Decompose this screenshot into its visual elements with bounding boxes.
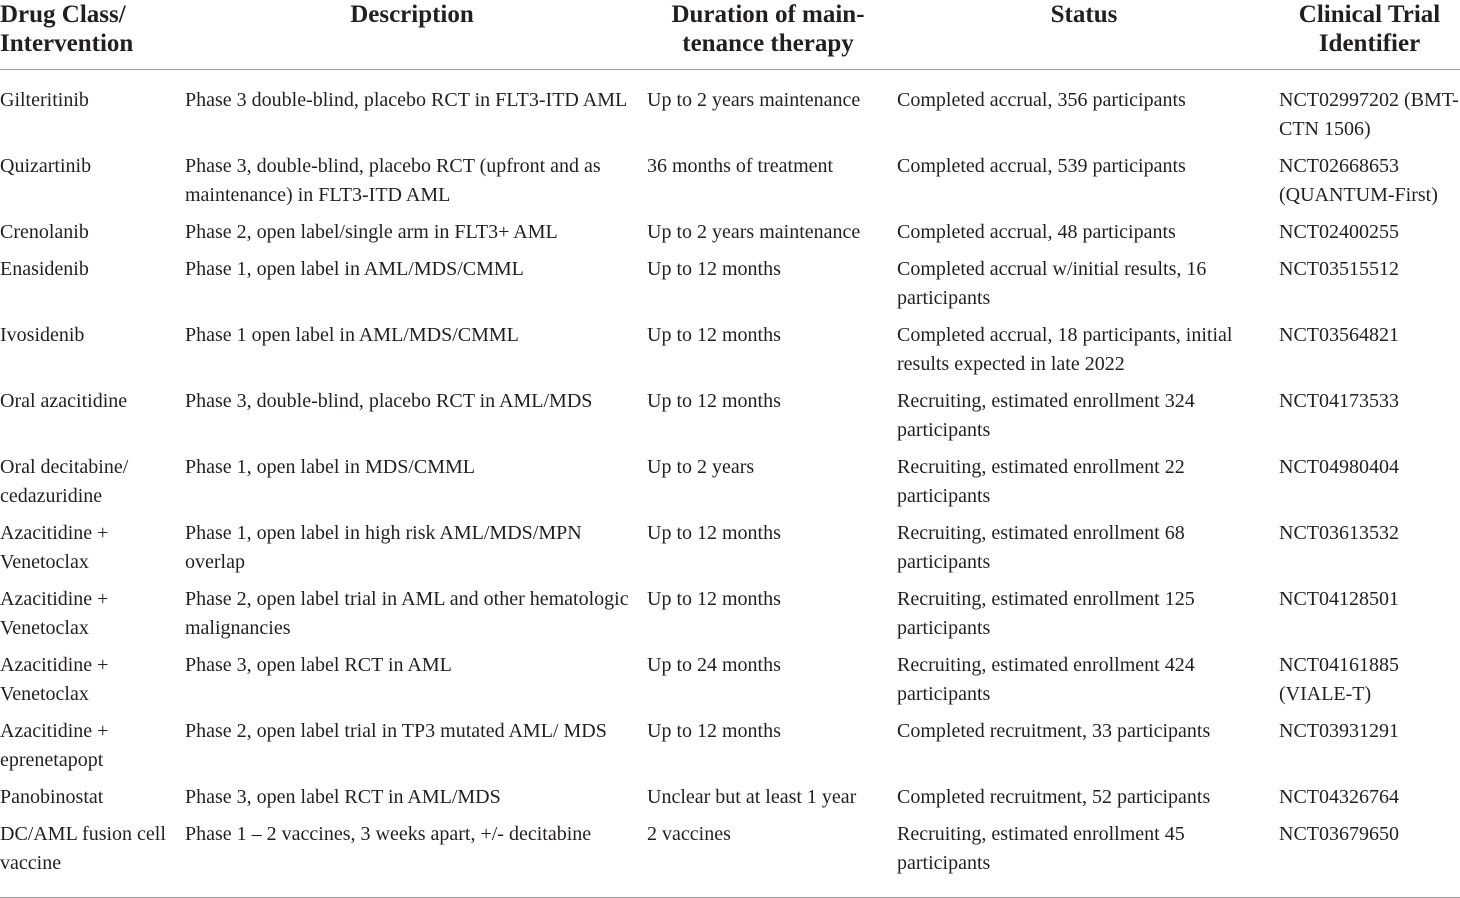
drug-class-cell: Gilteritinib (0, 89, 89, 111)
description-cell: Phase 2, open label trial in TP3 mutated AML/ MDS (185, 720, 607, 742)
description-cell: Phase 3 double-blind, placebo RCT in FLT3-ITD AML (185, 89, 628, 111)
drug-class-cell: Quizartinib (0, 155, 92, 177)
status-cell: Completed accrual, 539 participants (897, 155, 1186, 177)
table-row (0, 519, 1460, 585)
trial-id-cell: NCT04326764 (1279, 786, 1399, 808)
drug-class-cell: Crenolanib (0, 221, 89, 243)
table-row (0, 585, 1460, 651)
table-row (0, 321, 1460, 387)
trial-id-cell: NCT03679650 (1271, 820, 1460, 898)
description-cell: Phase 3, open label RCT in AML/MDS (185, 786, 501, 808)
duration-cell: Up to 12 months (647, 720, 781, 742)
status-cell: Recruiting, estimated enrollment 45 participants (889, 820, 1271, 898)
trial-id-cell: NCT02997202 (BMT-CTN 1506) (1279, 89, 1459, 140)
drug-class-cell: Azacitidine + Venetoclax (0, 588, 109, 639)
trial-id-cell: NCT03564821 (1279, 324, 1399, 346)
status-cell: Completed accrual, 356 participants (897, 89, 1186, 111)
table-row (0, 820, 1460, 898)
duration-cell: Up to 24 months (647, 654, 781, 676)
header-status: Status (889, 0, 1271, 70)
drug-class-cell: Azacitidine + Venetoclax (0, 654, 109, 705)
description-cell: Phase 2, open label/single arm in FLT3+ AML (185, 221, 558, 243)
duration-cell: Up to 12 months (647, 258, 781, 280)
drug-class-cell: Ivosidenib (0, 324, 85, 346)
header-description: Description (177, 0, 639, 70)
table-row (0, 218, 1460, 255)
status-cell: Completed accrual, 48 participants (897, 221, 1176, 243)
status-cell: Recruiting, estimated enrollment 68 participants (897, 522, 1185, 573)
header-trial-identifier: Clinical Trial Identifier (1271, 0, 1460, 70)
trial-id-cell: NCT03515512 (1279, 258, 1399, 280)
table-body (0, 70, 1460, 898)
table-row (0, 717, 1460, 783)
duration-cell: Up to 2 years (647, 456, 755, 478)
duration-cell: Up to 12 months (647, 588, 781, 610)
duration-cell: Unclear but at least 1 year (647, 786, 857, 808)
status-cell: Recruiting, estimated enrollment 424 participants (897, 654, 1195, 705)
trial-id-cell: NCT02668653 (QUANTUM-First) (1279, 155, 1438, 206)
description-cell: Phase 1 – 2 vaccines, 3 weeks apart, +/- decitabine (177, 820, 639, 898)
description-cell: Phase 3, double-blind, placebo RCT (upfront and as maintenance) in FLT3-ITD AML (185, 155, 601, 206)
trial-id-cell: NCT04173533 (1279, 390, 1399, 412)
description-cell: Phase 1, open label in high risk AML/MDS/MPN overlap (185, 522, 582, 573)
status-cell: Recruiting, estimated enrollment 22 participants (897, 456, 1185, 507)
duration-cell: Up to 2 years maintenance (647, 221, 861, 243)
table-row (0, 255, 1460, 321)
trial-id-cell: NCT03931291 (1279, 720, 1399, 742)
trial-id-cell: NCT04128501 (1279, 588, 1399, 610)
status-cell: Completed recruitment, 33 participants (897, 720, 1211, 742)
description-cell: Phase 3, double-blind, placebo RCT in AML/MDS (185, 390, 593, 412)
drug-class-cell: Enasidenib (0, 258, 89, 280)
description-cell: Phase 1, open label in MDS/CMML (185, 456, 475, 478)
drug-class-cell: Panobinostat (0, 786, 104, 808)
duration-cell: Up to 2 years maintenance (647, 89, 861, 111)
description-cell: Phase 1 open label in AML/MDS/CMML (185, 324, 519, 346)
status-cell: Completed recruitment, 52 participants (897, 786, 1211, 808)
duration-cell: 36 months of treatment (647, 155, 834, 177)
drug-class-cell: Oral decitabine/ cedazuridine (0, 456, 129, 507)
table-row (0, 651, 1460, 717)
description-cell: Phase 1, open label in AML/MDS/CMML (185, 258, 524, 280)
trial-id-cell: NCT04161885 (VIALE-T) (1279, 654, 1399, 705)
trial-id-cell: NCT02400255 (1279, 221, 1399, 243)
status-cell: Recruiting, estimated enrollment 125 participants (897, 588, 1195, 639)
header-row (0, 0, 1460, 70)
header-drug-class: Drug Class/ Intervention (0, 0, 177, 70)
table-row (0, 152, 1460, 218)
trial-id-cell: NCT04980404 (1279, 456, 1399, 478)
duration-cell: Up to 12 months (647, 390, 781, 412)
table-row (0, 70, 1460, 153)
header-duration: Duration of main- tenance therapy (639, 0, 889, 70)
table-row (0, 783, 1460, 820)
drug-class-cell: Azacitidine + Venetoclax (0, 522, 109, 573)
drug-class-cell: Oral azacitidine (0, 390, 128, 412)
description-cell: Phase 3, open label RCT in AML (185, 654, 452, 676)
table-row (0, 453, 1460, 519)
status-cell: Completed accrual, 18 participants, initial results expected in late 2022 (897, 324, 1233, 375)
duration-cell: Up to 12 months (647, 324, 781, 346)
drug-class-cell: Azacitidine + eprenetapopt (0, 720, 109, 771)
description-cell: Phase 2, open label trial in AML and other hematologic malignancies (185, 588, 629, 639)
status-cell: Completed accrual w/initial results, 16 participants (897, 258, 1207, 309)
drug-class-cell: DC/AML fusion cell vaccine (0, 820, 177, 898)
duration-cell: Up to 12 months (647, 522, 781, 544)
trial-id-cell: NCT03613532 (1279, 522, 1399, 544)
status-cell: Recruiting, estimated enrollment 324 participants (897, 390, 1195, 441)
duration-cell: 2 vaccines (639, 820, 889, 898)
table-row (0, 387, 1460, 453)
